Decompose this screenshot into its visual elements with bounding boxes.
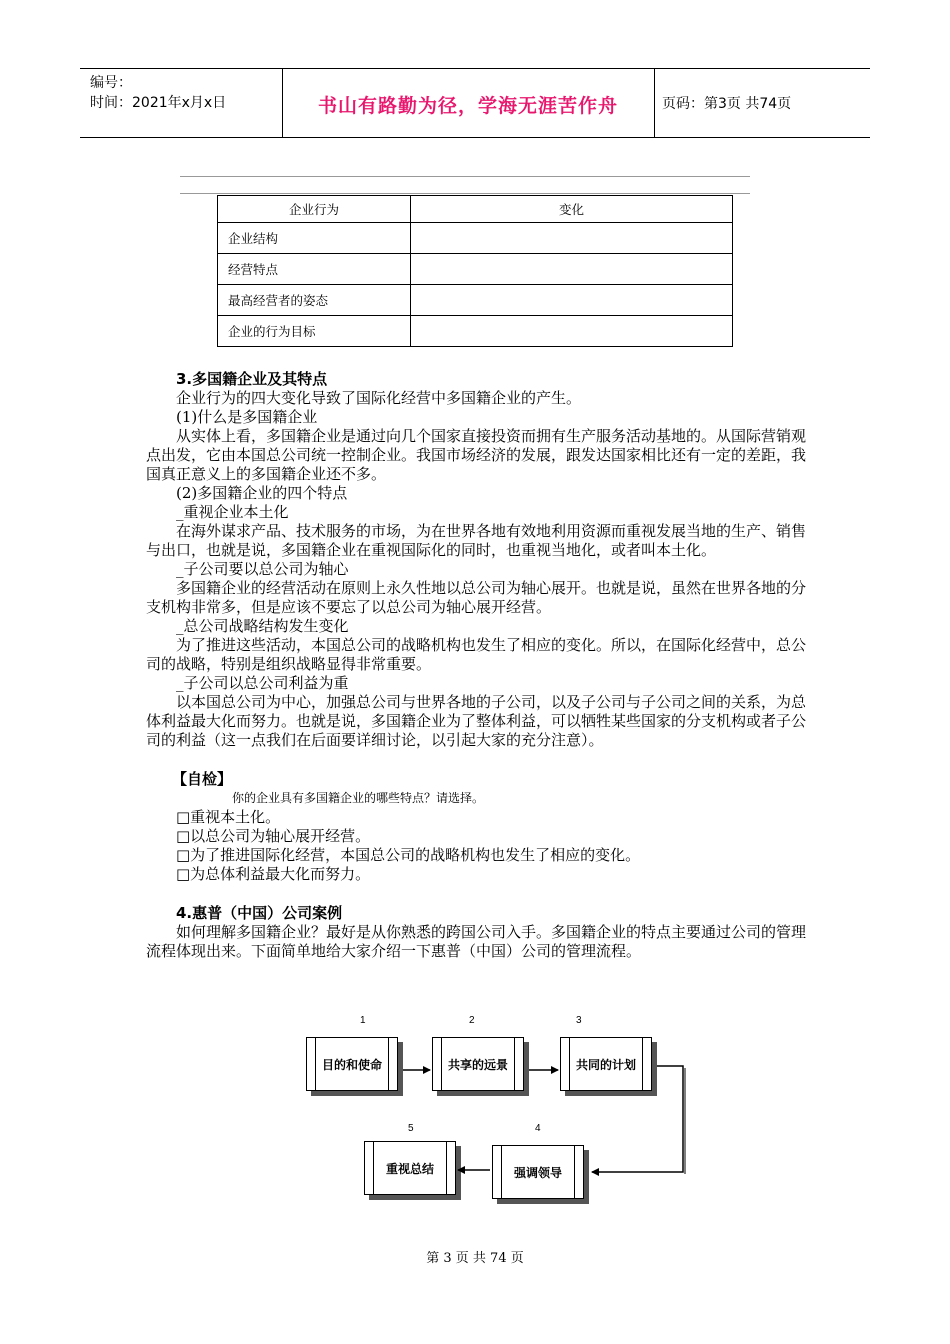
- selfcheck-heading: 【自检】: [172, 770, 233, 788]
- flow-step-box: 强调领导: [492, 1145, 584, 1199]
- feature-title: _子公司以总公司利益为重: [176, 674, 349, 692]
- paragraph: 以本国总公司为中心，加强总公司与世界各地的子公司，以及子公司与子公司之间的关系，为总体利益最大化而努力。也就是说，多国籍企业为了整体利益，可以牺牲某些国家的分支机构或者子公司的利益（这一点我们在后面要详细讨论，以引起大家的充分注意）。: [146, 693, 807, 749]
- checkbox-option[interactable]: □重视本土化。: [176, 808, 281, 826]
- feature-title: _子公司要以总公司为轴心: [176, 560, 349, 578]
- flow-step-box: 共同的计划: [560, 1037, 652, 1091]
- checkbox-option[interactable]: □为了推进国际化经营，本国总公司的战略机构也发生了相应的变化。: [176, 846, 641, 864]
- checkbox-option[interactable]: □为总体利益最大化而努力。: [176, 865, 371, 883]
- header-page-label: 页码：第3页 共74页: [662, 96, 792, 112]
- time-label: 时间：2021年x月x日: [90, 95, 227, 111]
- table-header-cell: 企业行为: [218, 196, 411, 223]
- table-cell: 最高经营者的姿态: [218, 285, 411, 316]
- header-motto: 书山有路勤为径，学海无涯苦作舟: [317, 95, 618, 117]
- feature-title: _重视企业本土化: [176, 503, 289, 521]
- paragraph: 从实体上看，多国籍企业是通过向几个国家直接投资而拥有生产服务活动基地的。从国际营销观点出发，它由本国总公司统一控制企业。我国市场经济的发展，跟发达国家相比还有一定的差距，我国真正意义上的多国籍企业还不多。: [146, 427, 807, 483]
- subheading: (2)多国籍企业的四个特点: [176, 484, 348, 502]
- table-header-cell: 变化: [411, 196, 733, 223]
- page-footer: 第 3 页 共 74 页: [426, 1251, 524, 1266]
- step-number: 2: [469, 1015, 475, 1026]
- section-heading: 3.多国籍企业及其特点: [176, 370, 328, 388]
- checkbox-option[interactable]: □以总公司为轴心展开经营。: [176, 827, 371, 845]
- step-number: 4: [535, 1123, 541, 1134]
- paragraph: 企业行为的四大变化导致了国际化经营中多国籍企业的产生。: [176, 389, 582, 407]
- table-cell: 企业的行为目标: [218, 316, 411, 347]
- paragraph: 多国籍企业的经营活动在原则上永久性地以总公司为轴心展开。也就是说，虽然在世界各地的分支机构非常多，但是应该不要忘了以总公司为轴心展开经营。: [146, 579, 807, 616]
- arrow-3-4: [592, 1066, 683, 1172]
- selfcheck-question: 你的企业具有多国籍企业的哪些特点？请选择。: [232, 791, 485, 805]
- flow-step-box: 重视总结: [364, 1141, 456, 1195]
- step-number: 5: [408, 1123, 414, 1134]
- step-number: 3: [576, 1015, 582, 1026]
- paragraph: 为了推进这些活动，本国总公司的战略机构也发生了相应的变化。所以，在国际化经营中，总公司的战略，特别是组织战略显得非常重要。: [146, 636, 807, 673]
- paragraph: 如何理解多国籍企业？最好是从你熟悉的跨国公司入手。多国籍企业的特点主要通过公司的管理流程体现出来。下面简单地给大家介绍一下惠普（中国）公司的管理流程。: [146, 923, 807, 960]
- step-number: 1: [360, 1015, 366, 1026]
- number-label: 编号：: [90, 75, 132, 91]
- subheading: (1)什么是多国籍企业: [176, 408, 318, 426]
- paragraph: 在海外谋求产品、技术服务的市场，为在世界各地有效地利用资源而重视发展当地的生产、销售与出口，也就是说，多国籍企业在重视国际化的同时，也重视当地化，或者叫本土化。: [146, 522, 807, 559]
- feature-title: _总公司战略结构发生变化: [176, 617, 349, 635]
- flow-step-box: 共享的远景: [432, 1037, 524, 1091]
- table-cell: 企业结构: [218, 223, 411, 254]
- table-cell: 经营特点: [218, 254, 411, 285]
- flow-step-box: 目的和使命: [306, 1037, 398, 1091]
- section-heading: 4.惠普（中国）公司案例: [176, 904, 343, 922]
